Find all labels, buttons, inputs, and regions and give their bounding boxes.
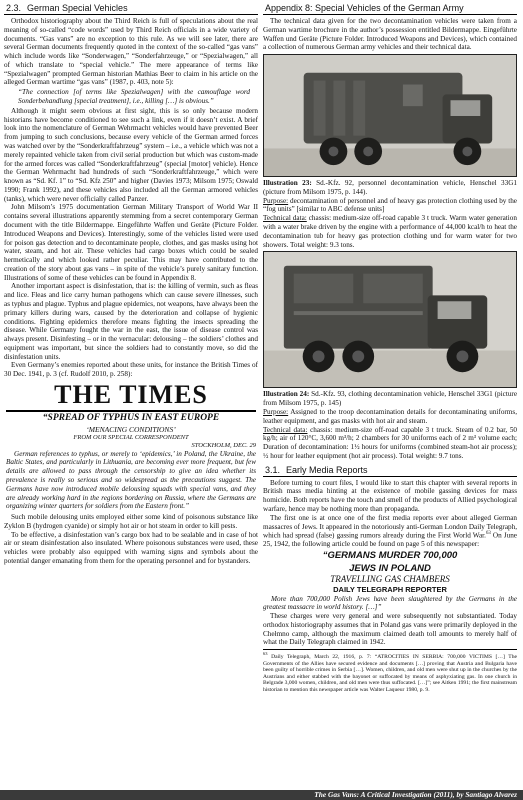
purpose-label: Purpose: bbox=[263, 196, 289, 205]
paragraph: The technical data given for the two decontamination vehicles were taken from a German wartime brochure in the author’s possession entitled Bildermappe. Eingeführte Waffen und Geräte (Picture Folder. Introduced Weapons and Devices), which contained a collection of numerous German army vehicles and their technical data. bbox=[263, 17, 517, 52]
section-title: German Special Vehicles bbox=[27, 3, 128, 13]
subsection-heading bbox=[263, 464, 517, 477]
figure-caption-text: Sd.-Kfz. 92, personnel decontamination vehicle, Henschel 33G1 (picture from Milsom 1975, p. 144). bbox=[263, 179, 517, 196]
subsection-title: Early Media Reports bbox=[286, 464, 368, 475]
times-headline: “SPREAD OF TYPHUS IN EAST EUROPE bbox=[42, 413, 220, 424]
purpose-line bbox=[263, 197, 517, 215]
truck-photo-sdkfz-93 bbox=[263, 251, 517, 388]
page bbox=[4, 2, 519, 790]
footnote-text: Daily Telegraph, March 22, 1916, p. 7: “ATROCITIES IN SERBIA: 700,000 VICTIMS […] The Governments of the Allies have secured evidence and documents […] proving that Austria and Bulgaria have been guilty of horrible crimes in Serbia […]. Women, children, and old men were shut up in the churches by the Austrians and either stabbed with the bayonet or suffocated by means of asphyxiating gas. In one church in Belgrade 3,000 women, children, and old men were thus suffocated. […]”; see Aitken 1991; the first mainstream historian to mention this newspaper article was Walter Laqueur 1980, p. 9. bbox=[263, 654, 517, 694]
tech-line bbox=[263, 426, 517, 461]
purpose-text: Assigned to the troop decontamination details for decontaminating uniforms, leather equipment, and gas masks with hot air and steam. bbox=[263, 407, 517, 425]
tech-label: Technical data: bbox=[263, 214, 307, 223]
times-byline: FROM OUR SPECIAL CORRESPONDENT bbox=[73, 433, 189, 441]
paragraph: Orthodox historiography about the Third Reich is full of speculations about the real meaning of so-called “code words” used by Third Reich officials in a wide variety of documents. “Gas vans” are no exception to this rule. As we will see later, there are several German documents frequently quoted in the context of the so-called “gas vans” which include words like “Sonderwagen,” “Sonderfahrzeuge,” or “Spezialwagen,” all of which translate to “special vehicle.” The mere appearance of terms like “Spezialwagen” prompted German historian Mathias Beer to claim in his article on the alleged German wartime “gas vans” (1987, p. 403, note 5): bbox=[4, 17, 258, 87]
times-clipping bbox=[6, 381, 256, 511]
paragraph: Even Germany’s enemies reported about these units, for instance the British Times of 30 Dec. 1941, p. 3 (cf. Rudolf 2010, p. 258): bbox=[4, 361, 258, 379]
figure-caption-text: Sd.-Kfz. 93, clothing decontamination vehicle, Henschel 33G1 (picture from Milsom 1975, p. 145) bbox=[263, 390, 517, 408]
truck-illustration-icon bbox=[264, 252, 516, 387]
news-body: More than 700,000 Polish Jews have been slaughtered by the Germans in the greatest massacre in world history. […]” bbox=[263, 594, 517, 612]
figure-caption bbox=[263, 179, 517, 197]
section-heading bbox=[4, 2, 258, 15]
appendix-heading bbox=[263, 2, 517, 15]
times-logo: THE TIMES bbox=[54, 380, 208, 410]
purpose-text: decontamination of personnel and of heavy gas protection clothing used by the “fog units” [similar to ABC defense units] bbox=[263, 196, 517, 214]
paragraph: Another important aspect is disinfestation, that is: the killing of vermin, such as fleas and lice. Fleas and lice carry human pathogens which can cause severe illnesses, such as typhus and plague. Typhus and plague epidemics, not weapons, have always been the primary killers during wars, caused by the deterioration and collapse of hygienic conditions. Fighting epidemics therefore means fighting the insects spreading the disease. While Germany fought the war in the east, the issue of disease control was always present. Disinfesting – or in the vernacular: delousing – the soldiers’ clothes and equipment was important, but since the soldiers had to constantly move, so did the disinfestation units. bbox=[4, 282, 258, 361]
tech-text: chassis: medium-size off-road capable 3 t truck. Warm water generation with a water brake driven by the engine with a performance of 44,000 kcal/h to heat the decontamination tub for heavy gas protection clothing und for warm water for two showers. Total weight: 9.3 tons. bbox=[263, 214, 517, 249]
truck-photo-sdkfz-92 bbox=[263, 54, 517, 177]
news-headline: “GERMANS MURDER 700,000 bbox=[322, 550, 458, 562]
paragraph bbox=[263, 514, 517, 550]
paragraph: Although it might seem obvious at first sight, this is so only because modern historians have become conditioned to see such a link, even if it doesn’t exist. A brief look into the nomenclature of German Wehrmacht vehicles would have prevented Beer from jumping to such conclusions, because every vehicle of the German armed forces was watched over by the “Sonderkraftfahrzeug” system – i.e., a vehicle which was not a merely repainted vehicle taken from civil serial production but which was custom-made for the armed forces was called “Sonderkraftfahrzeug” (special [motor] vehicle). Hence the German Wehrmacht had hundreds of such “Sonderkraftfahrzeuge,” which were known as “Sd. Kf. 1” to “Sd. Kfz 250” and higher (Davies 1973; Milsom 1975; Oswald 1990; Frank 1992), and these vehicles also included all the German armored vehicles (tanks), which were never officially called Panzer. bbox=[4, 106, 258, 203]
right-column bbox=[263, 2, 517, 790]
telegraph-clipping bbox=[263, 550, 517, 612]
paragraph: To be effective, a disinfestation van’s cargo box had to be sealable and in case of hot air or steam disinfestation also insulated. Where poisonous substances were used, these vehicles were probably also equipped with warning signs and symbols about the potential danger emanating from them for the operating personnel and for bystanders. bbox=[4, 530, 258, 565]
paragraph-text: On June 25, 1942, the following article could be found on page 5 of this newspaper: bbox=[263, 531, 517, 549]
footnote bbox=[263, 649, 517, 693]
footer-bar bbox=[0, 790, 523, 800]
news-byline: DAILY TELEGRAPH REPORTER bbox=[333, 585, 447, 595]
paragraph: John Milsom’s 1975 documentation German Military Transport of World War II contains several illustrations apparently stemming from a secret contemporary German document with the title Bildermappe. Eingeführte Waffen und Geräte (Picture Folder. Introduced Weapons and Devices). Interestingly, some of the vehicles listed were used for poison gas detection and to decontaminate people, clothes, and gas masks using hot water, steam, and hot air. These vehicles had cargo boxes which could be sealed hermetically and which looked rather peculiar. This may have contributed to the creation of the story about gas vans – in spite of the vehicle’s purely sanitary function. Illustrations of some of these vehicles can be found in Appendix 8. bbox=[4, 203, 258, 282]
figure-caption bbox=[263, 390, 517, 408]
figure-label: Illustration 24: bbox=[263, 390, 310, 399]
figure-label: Illustration 23: bbox=[263, 179, 312, 188]
news-headline-2: JEWS IN POLAND bbox=[349, 562, 431, 574]
paragraph: Such mobile delousing units employed either some kind of poisonous substance like Zyklon B (hydrogen cyanide) or simply hot air or hot steam in order to kill pests. bbox=[4, 513, 258, 530]
paragraph: These charges were very general and were subsequently not substantiated. Today orthodox historiography assumes that in Poland gas vans were primarily deployed in the Chełmno camp, although the maximum claimed death toll amounts to merely half of what the Daily Telegraph claimed in 1942. bbox=[263, 612, 517, 647]
paragraph: Before turning to court files, I would like to start this chapter with several reports in British mass media hinting at the existence of mobile gassing devices for mass homicide. Both reports have the touch and smell of the products of Allied psychological warfare, hence may be nothing more than propaganda. bbox=[263, 478, 517, 513]
paragraph-text: The first one is at once one of the first media reports ever about alleged German massacres of Jews. It appeared in the notoriously anti-German London Daily Telegraph, which had spread (false) gassing rumors already during the First World War. bbox=[263, 513, 517, 540]
times-subheadline: ‘MENACING CONDITIONS’ bbox=[86, 424, 176, 434]
times-body: German references to typhus, or merely to ‘epidemics,’ in Poland, the Ukraine, the Baltic States, and particularly in Lithuania, are becoming ever more frequent, but few details are allowed to pass through the censorship to give an idea whether its prevalence is really so serious and so widespread as the precautions suggest. The Germans have now introduced mobile delousing squads with special vans, and they are already working hard in the regions bordering on Russia, where the Germans are organizing winter quarters for soldiers from the Eastern front.” bbox=[6, 449, 256, 511]
section-number: 2.3. bbox=[6, 3, 22, 13]
truck-illustration-icon bbox=[264, 55, 516, 176]
footnote-number: 63 bbox=[263, 651, 268, 657]
divider bbox=[6, 410, 256, 412]
footnote-ref[interactable]: 63 bbox=[485, 531, 491, 537]
tech-text: chassis: medium-size off-road capable 3 t truck. Steam of 0.2 bar, 50 kg/h; air of 120°C, 3,600 m³/h; 2 chambers for 30 uniforms each of 2 m³ volume each; Duration of decontamination: 1½ hours for uniforms (combined steam-hot air process); ½ hour for leather equipment (hot air process). Total weight: 9.7 tons. bbox=[263, 425, 517, 460]
subsection-number: 3.1. bbox=[265, 464, 281, 475]
purpose-label: Purpose: bbox=[263, 407, 289, 416]
news-subheadline: TRAVELLING GAS CHAMBERS bbox=[330, 574, 450, 585]
block-quote: “The connection [of terms like Spezialwagen] with the camouflage word Sonderbehandlung [special treatment], i.e., killing […] is obvious.” bbox=[18, 88, 250, 106]
tech-label: Technical data: bbox=[263, 425, 308, 434]
purpose-line bbox=[263, 408, 517, 426]
appendix-title: Appendix 8: Special Vehicles of the German Army bbox=[265, 3, 464, 13]
times-dateline: STOCKHOLM, DEC. 29 bbox=[191, 441, 256, 449]
tech-line bbox=[263, 214, 517, 249]
left-column bbox=[4, 2, 258, 790]
footer-text: The Gas Vans: A Critical Investigation (2011), by Santiago Alvarez bbox=[314, 790, 517, 799]
